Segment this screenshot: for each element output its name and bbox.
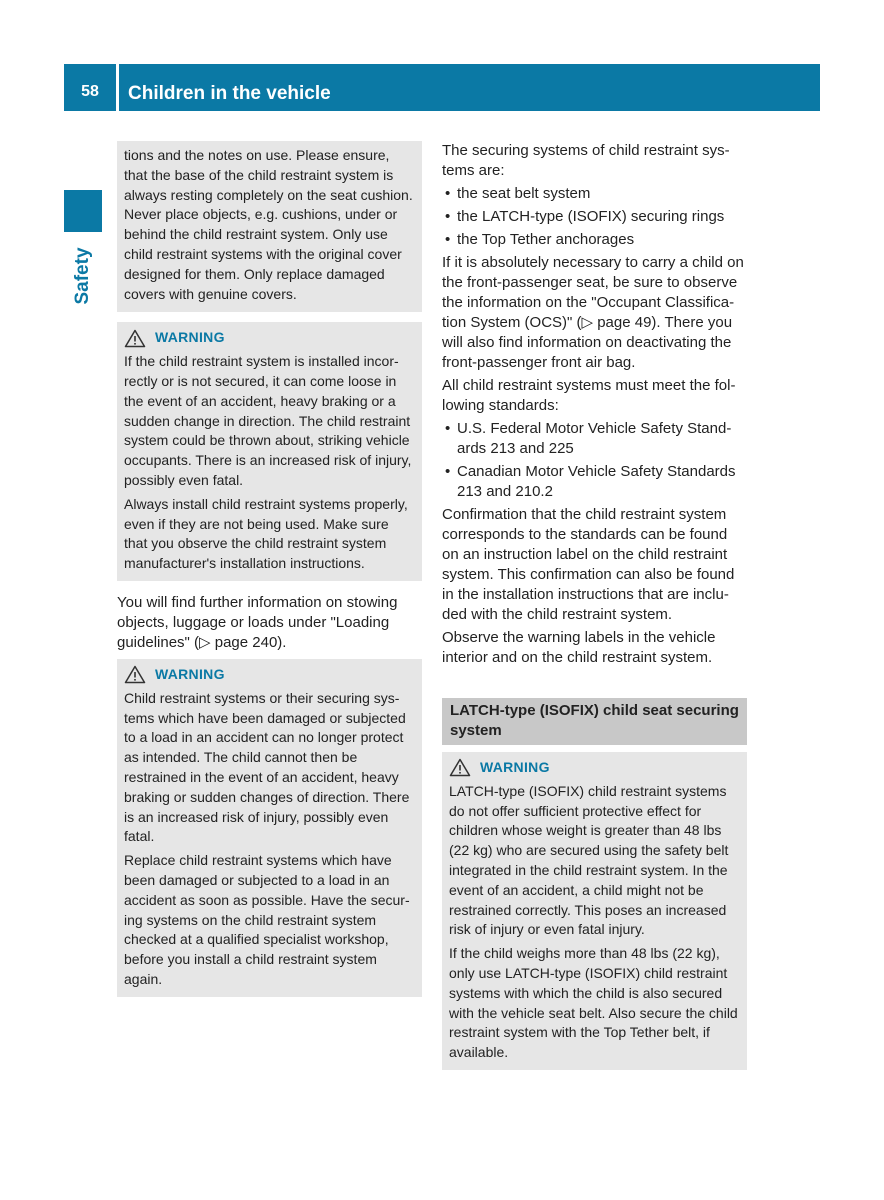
warning-label: WARNING (480, 759, 550, 775)
warning-header (124, 328, 415, 348)
warning-triangle-icon (124, 665, 146, 684)
left-column (117, 141, 422, 997)
body-section (442, 141, 747, 668)
page-number: 58 (81, 83, 99, 100)
list-item: • the LATCH-type (ISOFIX) securing rings (442, 207, 747, 227)
section-tab-label: Safety (72, 247, 93, 305)
body-text: Observe the warning labels in the vehicle interior and on the child restraint system. (442, 629, 716, 666)
list-item: • the seat belt system (442, 184, 747, 204)
securing-systems-list (442, 184, 747, 250)
stowing-paragraph (117, 593, 422, 653)
warning-box (442, 752, 747, 1070)
section-tab-marker (64, 190, 102, 232)
warning-header (449, 758, 740, 778)
body-text: Confirmation that the child restraint system corresponds to the standards can be found on an instruction label on the child restraint system. This confirmation can also be found in the installation instructions that are included with the child restraint system. (442, 506, 735, 623)
body-text: If it is absolutely necessary to carry a child on the front-passenger seat, be sure to observe the information on the "Occupant Classification System (OCS)" (▷ page 49). There you will also find information on deactivating the front-passenger front air bag. (442, 254, 744, 371)
warning-text: Replace child restraint systems which have been damaged or subjected to a load in an accident as soon as possible. Have the securing systems on the child restraint system checked at a qualified specialist workshop, before you install a child restraint system again. (124, 852, 410, 987)
warning-text: If the child restraint system is installed incorrectly or is not secured, it can come loose in the event of an accident, heavy braking or a sudden change in direction. The child restraint system could be thrown about, striking vehicle occupants. There is an increased risk of injury, possibly even fatal. (124, 353, 412, 488)
note-box (117, 141, 422, 312)
header-divider (116, 64, 119, 111)
chapter-title: Children in the vehicle (128, 83, 331, 104)
warning-box (117, 659, 422, 997)
standards-list (442, 419, 747, 502)
warning-text: LATCH-type (ISOFIX) child restraint systems do not offer sufficient protective effect for children whose weight is greater than 48 lbs (22 kg) who are secured using the safety belt integrated in the child restraint system. In the event of an accident, a child might not be restrained correctly. This poses an increased risk of injury or even fatal injury. (449, 782, 729, 938)
body-text: All child restraint systems must meet the following standards: (442, 377, 736, 414)
warning-text: If the child weighs more than 48 lbs (22 kg), only use LATCH-type (ISOFIX) child restraint systems with which the child is also secured with the vehicle seat belt. Also secure the child restraint system with the Top Tether belt, if available. (449, 945, 738, 1061)
warning-text: Child restraint systems or their securing systems which have been damaged or subjected to a load in an accident can no longer protect as intended. The child cannot then be restrained in the event of an accident, heavy braking or sudden changes of direction. There is an increased risk of injury, possibly even fatal. (124, 689, 410, 845)
list-item: • U.S. Federal Motor Vehicle Safety Standards 213 and 225 (442, 419, 747, 459)
body-text: You will find further information on stowing objects, luggage or loads under "Loading guidelines" (▷ page 240). (117, 593, 398, 651)
note-text: tions and the notes on use. Please ensure, that the base of the child restraint system is always resting completely on the seat cushion. Never place objects, e.g. cushions, under or behind the child restraint system. Only use child restraint systems with the original cover designed for them. Only replace damaged covers with genuine covers. (124, 147, 413, 302)
warning-text: Always install child restraint systems properly, even if they are not being used. Make sure that you observe the child restraint system manufacturer's installation instructions. (124, 495, 408, 572)
section-heading: LATCH-type (ISOFIX) child seat securing system (442, 698, 747, 745)
body-text: The securing systems of child restraint systems are: (442, 142, 730, 179)
list-item: • Canadian Motor Vehicle Safety Standards 213 and 210.2 (442, 462, 747, 502)
warning-triangle-icon (449, 758, 471, 777)
warning-header (124, 665, 415, 685)
warning-triangle-icon (124, 329, 146, 348)
warning-label: WARNING (155, 329, 225, 346)
list-item: • the Top Tether anchorages (442, 230, 747, 250)
page-header (64, 64, 820, 111)
warning-box (117, 322, 422, 581)
warning-label: WARNING (155, 665, 225, 682)
right-column (442, 141, 747, 1070)
